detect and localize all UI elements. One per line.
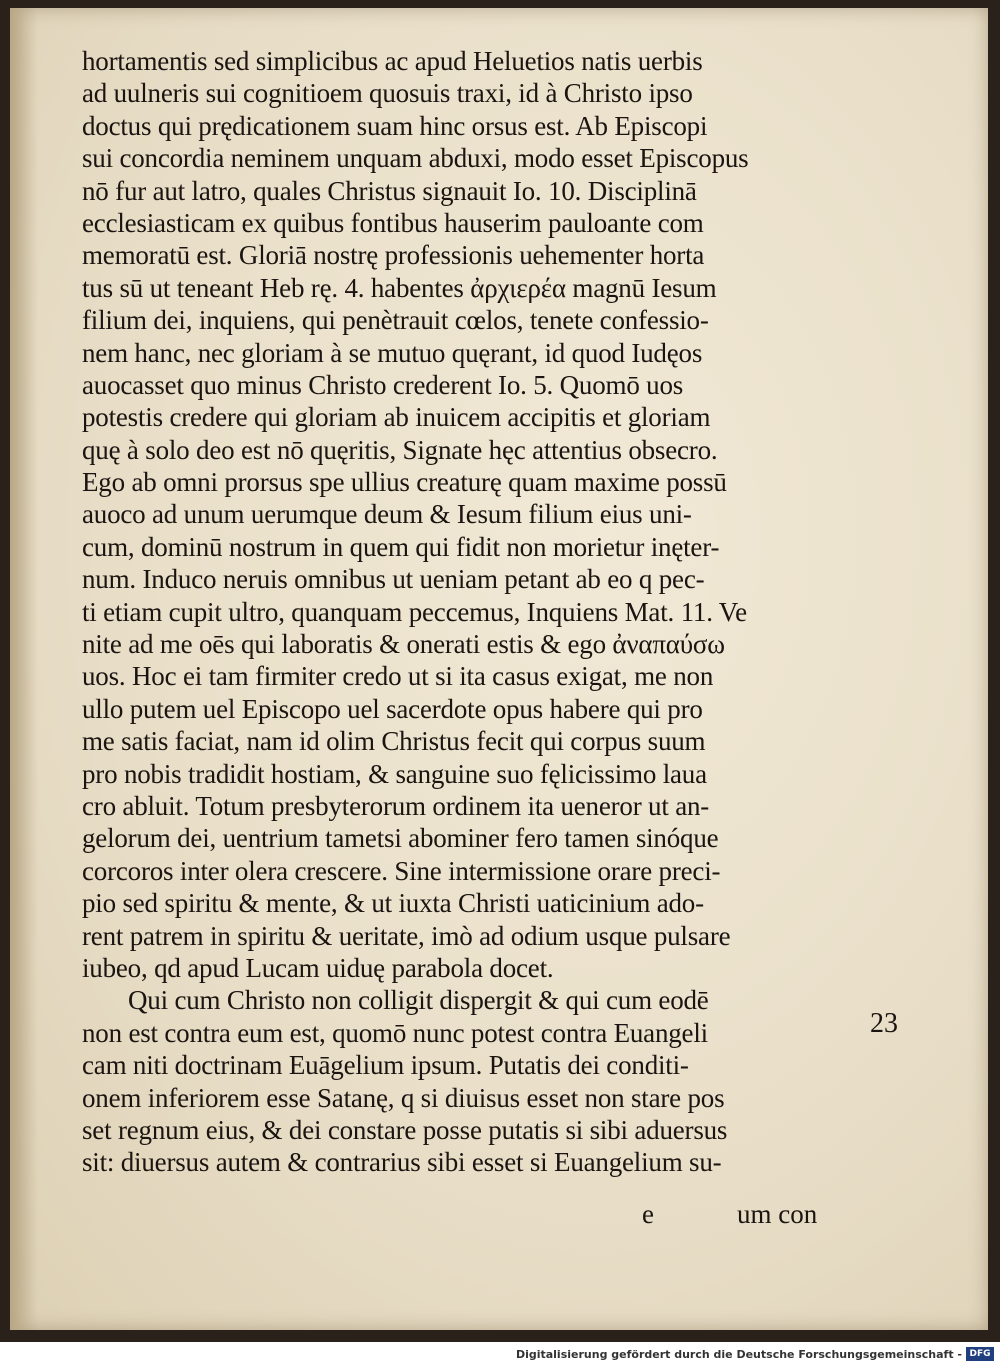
text-line: nō fur aut latro, quales Christus signauit Io. 10. Disciplinā <box>82 175 697 206</box>
text-line: num. Induco neruis omnibus ut ueniam petant ab eo q pec- <box>82 564 705 595</box>
text-line: non est contra eum est, quomō nunc potest contra Euangeli <box>82 1017 708 1048</box>
signature-mark: e <box>642 1199 654 1229</box>
text-line: cum, dominū nostrum in quem qui fidit non morietur inęter- <box>82 531 720 562</box>
text-line: onem inferiorem esse Satanę, q si diuisus esset non stare pos <box>82 1082 725 1113</box>
text-line: filium dei, inquiens, qui penètrauit cœlos, tenete confessio- <box>82 305 709 336</box>
text-line: hortamentis sed simplicibus ac apud Heluetios natis uerbis <box>82 46 703 76</box>
catchword: um con <box>737 1199 818 1229</box>
text-line: rent patrem in spiritu & ueritate, imò ad odium usque pulsare <box>82 920 731 951</box>
folio-number: 23 <box>870 1008 898 1039</box>
text-line: cro abluit. Totum presbyterorum ordinem ita ueneror ut an- <box>82 790 710 821</box>
text-line: sui concordia neminem unquam abduxi, modo esset Episcopus <box>82 143 749 174</box>
text-line: me satis faciat, nam id olim Christus fecit qui corpus suum <box>82 726 706 757</box>
paragraph-start-line: Qui cum Christo non colligit dispergit & qui cum eodē <box>128 985 709 1016</box>
text-line: ecclesiasticam ex quibus fontibus hauserim pauloante com <box>82 207 704 238</box>
digitization-footer <box>0 1342 1000 1366</box>
page-gutter <box>10 8 38 1330</box>
text-line: nite ad me oēs qui laboratis & onerati estis & ego ἀναπαύσω <box>82 629 725 660</box>
text-line: cam niti doctrinam Euāgelium ipsum. Putatis dei conditi- <box>82 1050 689 1081</box>
text-line: memoratū est. Gloriā nostrę professionis uehementer horta <box>82 240 705 271</box>
text-line: corcoros inter olera crescere. Sine intermissione orare preci- <box>82 855 721 886</box>
text-line: gelorum dei, uentrium tametsi abominer fero tamen sinóque <box>82 823 719 854</box>
text-line: ad uulneris sui cognitioem quosuis traxi, id à Christo ipso <box>82 78 693 109</box>
text-line: nem hanc, nec gloriam à se mutuo quęrant, id quod Iudęos <box>82 337 703 368</box>
text-line: tus sū ut teneant Heb rę. 4. habentes ἀρχιερέα magnū Iesum <box>82 272 717 303</box>
text-line: set regnum eius, & dei constare posse putatis si sibi aduersus <box>82 1114 728 1145</box>
text-line: auocasset quo minus Christo crederent Io. 5. Quomō uos <box>82 369 684 400</box>
text-line: ti etiam cupit ultro, quanquam peccemus, Inquiens Mat. 11. Ve <box>82 596 747 627</box>
text-line: doctus qui prędicationem suam hinc orsus est. Ab Episcopi <box>82 110 708 141</box>
text-line: pro nobis tradidit hostiam, & sanguine suo fęlicissimo laua <box>82 758 707 789</box>
text-line: quę à solo deo est nō quęritis, Signate hęc attentius obsecro. <box>82 434 718 465</box>
text-line: iubeo, qd apud Lucam uiduę parabola docet. <box>82 952 554 983</box>
text-line: uos. Hoc ei tam firmiter credo ut si ita casus exigat, me non <box>82 661 714 692</box>
text-line: ullo putem uel Episcopo uel sacerdote opus habere qui pro <box>82 693 703 724</box>
text-line: Ego ab omni prorsus spe ullius creaturę quam maxime possū <box>82 467 727 498</box>
text-line: auoco ad unum uerumque deum & Iesum filium eius uni- <box>82 499 692 530</box>
main-text-block <box>82 45 842 1179</box>
text-line: sit: diuersus autem & contrarius sibi esset si Euangelium su- <box>82 1147 722 1178</box>
catchword-line <box>82 1198 842 1230</box>
footer-credit-text: Digitalisierung gefördert durch die Deutsche Forschungsgemeinschaft - <box>515 1348 962 1361</box>
dfg-logo-icon: DFG <box>966 1347 994 1361</box>
text-line: pio sed spiritu & mente, & ut iuxta Christi uaticinium ado- <box>82 888 704 919</box>
text-line: potestis credere qui gloriam ab inuicem accipitis et gloriam <box>82 402 711 433</box>
